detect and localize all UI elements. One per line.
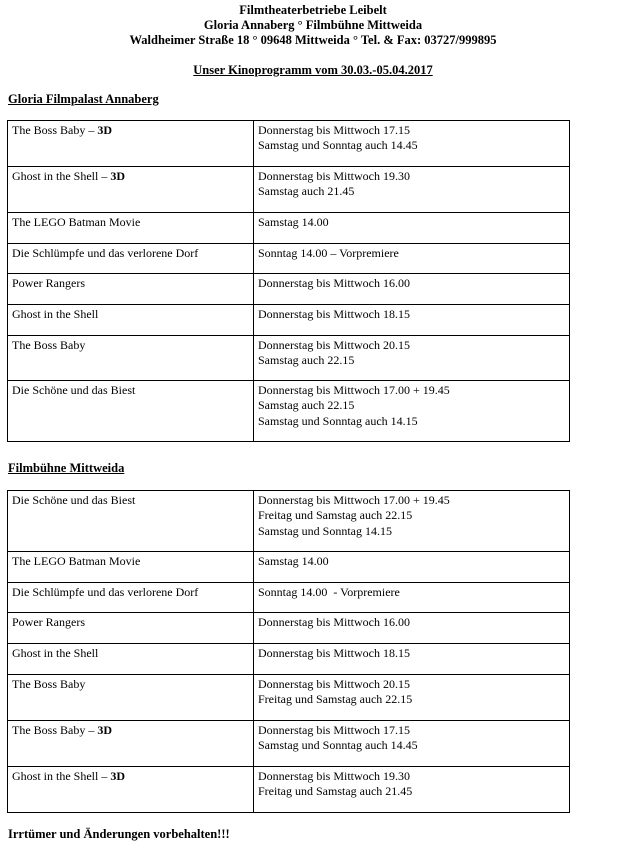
company-address: Waldheimer Straße 18 ° 09648 Mittweida ° Tel. & Fax: 03727/999895 xyxy=(129,33,497,47)
table-row xyxy=(8,613,570,644)
showtime-line: Samstag und Sonntag auch 14.45 xyxy=(258,138,418,153)
showtime-line: Donnerstag bis Mittwoch 20.15 xyxy=(258,338,410,352)
film-title-cell xyxy=(8,644,254,675)
table-row xyxy=(8,213,570,244)
film-title: Ghost in the Shell xyxy=(12,646,99,660)
film-title-cell xyxy=(8,244,254,274)
table-row xyxy=(8,381,570,442)
format-badge: 3D xyxy=(97,123,113,137)
film-title: The Boss Baby – xyxy=(12,723,98,737)
film-title-cell xyxy=(8,305,254,336)
showtime-line: Donnerstag bis Mittwoch 17.00 + 19.45 xyxy=(258,383,450,397)
showtime-line: Freitag und Samstag auch 21.45 xyxy=(258,784,413,799)
showtime-line: Freitag und Samstag auch 22.15 xyxy=(258,508,413,523)
film-title-cell xyxy=(8,613,254,644)
film-title-cell xyxy=(8,213,254,244)
showtime-line: Donnerstag bis Mittwoch 16.00 xyxy=(258,615,410,629)
format-badge: 3D xyxy=(110,769,126,783)
film-title: The Boss Baby xyxy=(12,338,86,352)
film-title-cell xyxy=(8,491,254,552)
table-row xyxy=(8,336,570,381)
showtime-line: Sonntag 14.00 - Vorpremiere xyxy=(258,585,400,599)
disclaimer: Irrtümer und Änderungen vorbehalten!!! xyxy=(8,827,230,841)
showtimes-cell xyxy=(254,121,570,167)
showtimes-cell xyxy=(254,767,570,813)
showtime-line: Samstag und Sonntag 14.15 xyxy=(258,523,392,538)
film-title-cell xyxy=(8,767,254,813)
film-title: Ghost in the Shell – xyxy=(12,769,111,783)
table-row xyxy=(8,583,570,613)
showtimes-cell xyxy=(254,675,570,721)
showtime-line: Samstag und Sonntag auch 14.15 xyxy=(258,413,418,428)
table-row xyxy=(8,121,570,167)
table-row xyxy=(8,274,570,305)
showtime-line: Freitag und Samstag auch 22.15 xyxy=(258,692,413,707)
showtime-line: Sonntag 14.00 – Vorpremiere xyxy=(258,246,399,260)
showtimes-cell xyxy=(254,381,570,442)
showtimes-cell xyxy=(254,244,570,274)
showtimes-cell xyxy=(254,721,570,767)
table-row xyxy=(8,552,570,583)
table-row xyxy=(8,167,570,213)
film-title: The Boss Baby xyxy=(12,677,86,691)
showtime-line: Samstag 14.00 xyxy=(258,554,329,568)
film-title: Ghost in the Shell – xyxy=(12,169,111,183)
venue-names: Gloria Annaberg ° Filmbühne Mittweida xyxy=(203,18,423,32)
showtimes-cell xyxy=(254,491,570,552)
showtimes-cell xyxy=(254,305,570,336)
film-title: The LEGO Batman Movie xyxy=(12,554,141,568)
table-row xyxy=(8,675,570,721)
showtime-line: Donnerstag bis Mittwoch 17.15 xyxy=(258,723,410,737)
film-title-cell xyxy=(8,721,254,767)
film-title-cell xyxy=(8,675,254,721)
film-title: Power Rangers xyxy=(12,615,85,629)
company-name: Filmtheaterbetriebe Leibelt xyxy=(239,3,387,17)
table-row xyxy=(8,644,570,675)
film-title-cell xyxy=(8,336,254,381)
showtime-line: Donnerstag bis Mittwoch 18.15 xyxy=(258,307,410,321)
film-title: Die Schöne und das Biest xyxy=(12,383,136,397)
showtimes-cell xyxy=(254,336,570,381)
showtimes-cell xyxy=(254,213,570,244)
showtime-line: Samstag 14.00 xyxy=(258,215,329,229)
showtimes-cell xyxy=(254,274,570,305)
program-table-annaberg xyxy=(7,120,570,442)
showtimes-cell xyxy=(254,167,570,213)
showtime-line: Donnerstag bis Mittwoch 17.00 + 19.45 xyxy=(258,493,450,507)
showtime-line: Donnerstag bis Mittwoch 19.30 xyxy=(258,169,410,183)
program-table-mittweida xyxy=(7,490,570,813)
showtime-line: Samstag auch 21.45 xyxy=(258,184,355,199)
table-row xyxy=(8,491,570,552)
table-row xyxy=(8,767,570,813)
showtimes-cell xyxy=(254,583,570,613)
table-row xyxy=(8,721,570,767)
section-title-mittweida: Filmbühne Mittweida xyxy=(8,461,125,475)
table-row xyxy=(8,305,570,336)
showtime-line: Donnerstag bis Mittwoch 20.15 xyxy=(258,677,410,691)
film-title: The Boss Baby – xyxy=(12,123,98,137)
film-title-cell xyxy=(8,121,254,167)
film-title: Die Schlümpfe und das verlorene Dorf xyxy=(12,585,199,599)
showtimes-cell xyxy=(254,552,570,583)
showtime-line: Donnerstag bis Mittwoch 19.30 xyxy=(258,769,410,783)
film-title-cell xyxy=(8,583,254,613)
table-row xyxy=(8,244,570,274)
format-badge: 3D xyxy=(97,723,113,737)
document-header xyxy=(0,3,626,78)
showtime-line: Samstag auch 22.15 xyxy=(258,353,355,368)
film-title: Die Schöne und das Biest xyxy=(12,493,136,507)
film-title: Ghost in the Shell xyxy=(12,307,99,321)
film-title: The LEGO Batman Movie xyxy=(12,215,141,229)
film-title: Die Schlümpfe und das verlorene Dorf xyxy=(12,246,199,260)
showtime-line: Donnerstag bis Mittwoch 18.15 xyxy=(258,646,410,660)
section-title-annaberg: Gloria Filmpalast Annaberg xyxy=(8,92,159,106)
showtime-line: Samstag und Sonntag auch 14.45 xyxy=(258,738,418,753)
showtime-line: Samstag auch 22.15 xyxy=(258,398,355,413)
film-title-cell xyxy=(8,274,254,305)
film-title: Power Rangers xyxy=(12,276,85,290)
showtime-line: Donnerstag bis Mittwoch 16.00 xyxy=(258,276,410,290)
film-title-cell xyxy=(8,167,254,213)
film-title-cell xyxy=(8,381,254,442)
program-title: Unser Kinoprogramm vom 30.03.-05.04.2017 xyxy=(193,63,433,77)
showtime-line: Donnerstag bis Mittwoch 17.15 xyxy=(258,123,410,137)
format-badge: 3D xyxy=(110,169,126,183)
showtimes-cell xyxy=(254,613,570,644)
showtimes-cell xyxy=(254,644,570,675)
film-title-cell xyxy=(8,552,254,583)
